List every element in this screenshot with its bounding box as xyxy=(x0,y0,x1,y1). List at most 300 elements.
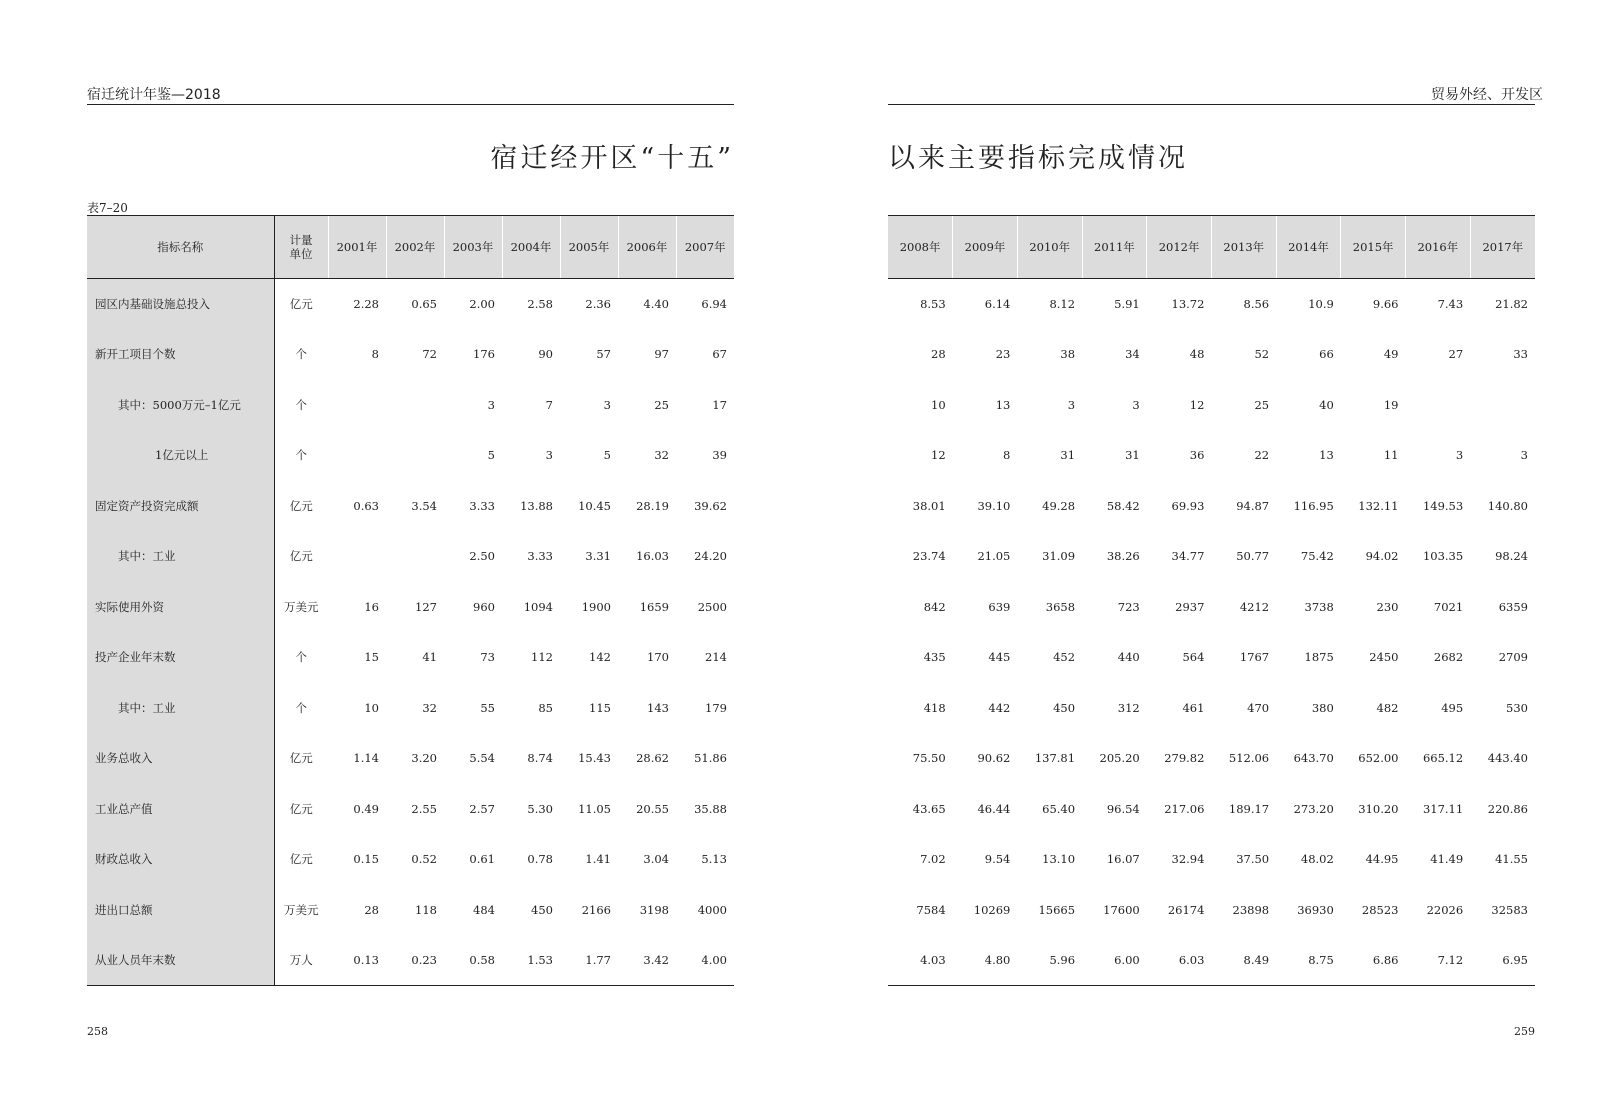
year-header: 2010年 xyxy=(1017,216,1082,279)
value-cell: 0.52 xyxy=(411,852,437,867)
value-cell: 0.65 xyxy=(411,297,437,311)
value-cell: 11 xyxy=(1383,448,1399,463)
value-cell: 0.58 xyxy=(444,935,502,986)
value-cell: 445 xyxy=(988,650,1011,665)
value-cell: 96.54 xyxy=(1106,801,1140,816)
value-cell: 75.42 xyxy=(1300,549,1334,564)
year-header: 2008年 xyxy=(888,216,953,279)
value-cell: 2.00 xyxy=(469,297,495,311)
value-cell: 170 xyxy=(647,650,669,665)
value-cell: 41.49 xyxy=(1430,852,1464,867)
year-header: 2001年 xyxy=(328,216,386,279)
table-row xyxy=(888,784,1535,835)
value-cell: 32583 xyxy=(1491,902,1528,917)
value-cell: 116.95 xyxy=(1293,498,1334,513)
value-cell: 3.20 xyxy=(411,751,437,766)
value-cell xyxy=(328,531,386,582)
value-cell: 3 xyxy=(1067,397,1076,412)
value-cell: 23898 xyxy=(1232,902,1270,917)
value-cell: 2450 xyxy=(1369,650,1399,665)
value-cell: 7.02 xyxy=(920,852,946,867)
value-cell: 13 xyxy=(995,397,1011,412)
unit-cell: 个 xyxy=(295,448,307,463)
value-cell: 461 xyxy=(1182,700,1205,715)
value-cell: 32 xyxy=(654,448,669,463)
value-cell: 205.20 xyxy=(1099,751,1140,766)
value-cell: 13.88 xyxy=(520,498,553,513)
value-cell: 2.57 xyxy=(469,801,495,816)
value-cell: 31 xyxy=(1125,448,1140,463)
value-cell: 142 xyxy=(589,650,611,665)
value-cell: 49.28 xyxy=(1042,498,1076,513)
value-cell: 6.14 xyxy=(984,297,1011,311)
value-cell: 0.13 xyxy=(328,935,386,986)
value-cell: 13.72 xyxy=(1171,297,1205,311)
value-cell: 2.28 xyxy=(353,297,379,311)
value-cell: 10269 xyxy=(973,902,1011,917)
value-cell: 443.40 xyxy=(1487,751,1528,766)
table-body-left xyxy=(87,279,734,986)
value-cell: 26174 xyxy=(1167,902,1205,917)
value-cell: 21.82 xyxy=(1495,297,1528,311)
value-cell: 450 xyxy=(531,902,553,917)
value-cell: 36 xyxy=(1189,448,1205,463)
value-cell: 35.88 xyxy=(694,801,727,816)
value-cell: 1.41 xyxy=(585,852,611,867)
value-cell: 4.40 xyxy=(643,297,669,311)
value-cell: 65.40 xyxy=(1042,801,1076,816)
value-cell: 31 xyxy=(1060,448,1076,463)
value-cell: 22 xyxy=(1254,448,1270,463)
value-cell xyxy=(386,531,444,582)
value-cell: 49 xyxy=(1383,347,1399,362)
table-row xyxy=(87,885,734,936)
header-rule-left xyxy=(87,104,734,105)
value-cell: 13.10 xyxy=(1042,852,1076,867)
value-cell: 38.26 xyxy=(1106,549,1140,564)
right-page xyxy=(804,0,1609,1099)
value-cell: 5 xyxy=(603,448,611,463)
value-cell: 16.07 xyxy=(1106,852,1140,867)
value-cell: 440 xyxy=(1117,650,1140,665)
table-number: 表7–20 xyxy=(87,201,128,215)
value-cell: 3 xyxy=(1132,397,1140,412)
value-cell: 2709 xyxy=(1498,650,1528,665)
value-cell: 643.70 xyxy=(1293,751,1334,766)
value-cell: 4212 xyxy=(1239,599,1270,614)
value-cell: 2.58 xyxy=(527,297,553,311)
indicator-name-cell: 业务总收入 xyxy=(87,733,274,784)
value-cell: 11.05 xyxy=(578,801,611,816)
unit-header-line2: 单位 xyxy=(289,247,313,261)
value-cell: 28 xyxy=(931,347,946,362)
value-cell: 176 xyxy=(473,347,495,362)
value-cell: 317.11 xyxy=(1422,801,1464,816)
value-cell: 55 xyxy=(480,700,495,715)
value-cell: 470 xyxy=(1247,700,1270,715)
value-cell: 85 xyxy=(538,700,553,715)
year-header: 2015年 xyxy=(1341,216,1406,279)
value-cell: 28.19 xyxy=(636,498,669,513)
value-cell: 103.35 xyxy=(1422,549,1464,564)
indicator-name-header: 指标名称 xyxy=(87,216,274,279)
value-cell: 418 xyxy=(923,700,946,715)
value-cell xyxy=(386,430,444,481)
value-cell: 0.63 xyxy=(353,498,379,513)
table-row xyxy=(87,834,734,885)
value-cell: 72 xyxy=(422,347,437,362)
value-cell: 214 xyxy=(705,650,727,665)
value-cell: 28523 xyxy=(1361,902,1399,917)
value-cell: 1.53 xyxy=(502,935,560,986)
table-row xyxy=(87,733,734,784)
value-cell: 140.80 xyxy=(1487,498,1528,513)
table-row xyxy=(888,329,1535,380)
value-cell: 73 xyxy=(480,650,495,665)
value-cell: 484 xyxy=(473,902,495,917)
data-table-right xyxy=(888,215,1535,986)
value-cell: 2682 xyxy=(1433,650,1464,665)
table-row xyxy=(888,430,1535,481)
value-cell: 118 xyxy=(415,902,437,917)
value-cell: 25 xyxy=(1254,397,1270,412)
value-cell: 279.82 xyxy=(1164,751,1205,766)
value-cell: 512.06 xyxy=(1228,751,1270,766)
value-cell: 3.31 xyxy=(585,549,611,564)
value-cell: 452 xyxy=(1053,650,1076,665)
value-cell: 1659 xyxy=(639,599,669,614)
value-cell: 10.9 xyxy=(1308,297,1334,311)
value-cell: 495 xyxy=(1441,700,1464,715)
value-cell: 69.93 xyxy=(1171,498,1205,513)
value-cell: 7 xyxy=(545,397,553,412)
table-row xyxy=(888,582,1535,633)
value-cell: 1900 xyxy=(581,599,611,614)
value-cell: 0.78 xyxy=(527,852,553,867)
page-number-left: 258 xyxy=(87,1025,108,1038)
value-cell: 639 xyxy=(988,599,1011,614)
value-cell: 67 xyxy=(712,347,727,362)
value-cell xyxy=(1470,380,1535,431)
value-cell: 51.86 xyxy=(694,751,727,766)
unit-cell: 亿元 xyxy=(289,498,313,513)
value-cell: 273.20 xyxy=(1293,801,1334,816)
value-cell: 564 xyxy=(1182,650,1205,665)
indicator-name-cell: 从业人员年末数 xyxy=(87,935,274,986)
value-cell: 19 xyxy=(1383,397,1399,412)
data-table-left xyxy=(87,215,734,986)
table-row xyxy=(888,935,1535,986)
table-header-row xyxy=(87,216,734,279)
table-row xyxy=(888,632,1535,683)
value-cell: 2.55 xyxy=(411,801,437,816)
table-header-row xyxy=(888,216,1535,279)
value-cell: 27 xyxy=(1448,347,1464,362)
value-cell: 2166 xyxy=(581,902,611,917)
table-row xyxy=(87,430,734,481)
unit-cell: 个 xyxy=(295,397,307,412)
unit-cell: 亿元 xyxy=(289,549,313,564)
value-cell: 34 xyxy=(1125,347,1140,362)
value-cell: 3 xyxy=(1520,448,1528,463)
value-cell: 189.17 xyxy=(1228,801,1270,816)
table-title-left: 宿迁经开区“十五” xyxy=(490,143,734,174)
value-cell: 90 xyxy=(538,347,553,362)
unit-cell: 亿元 xyxy=(289,751,313,766)
value-cell: 31.09 xyxy=(1042,549,1076,564)
value-cell: 75.50 xyxy=(912,751,946,766)
value-cell: 8 xyxy=(371,347,379,362)
value-cell xyxy=(328,430,386,481)
value-cell: 3 xyxy=(1455,448,1464,463)
left-page xyxy=(0,0,804,1099)
value-cell: 8.74 xyxy=(527,751,553,766)
unit-cell: 亿元 xyxy=(289,852,313,867)
header-rule-right xyxy=(888,104,1535,105)
unit-cell: 万美元 xyxy=(284,902,319,917)
indicator-name-cell: 实际使用外资 xyxy=(87,582,274,633)
value-cell: 7.12 xyxy=(1406,935,1471,986)
value-cell: 960 xyxy=(473,599,495,614)
table-row xyxy=(87,632,734,683)
value-cell: 1094 xyxy=(523,599,553,614)
year-header: 2011年 xyxy=(1082,216,1147,279)
value-cell: 842 xyxy=(923,599,946,614)
value-cell: 5.30 xyxy=(527,801,553,816)
value-cell: 1.14 xyxy=(353,751,379,766)
value-cell xyxy=(1406,380,1471,431)
value-cell: 58.42 xyxy=(1106,498,1140,513)
value-cell: 3.33 xyxy=(527,549,553,564)
unit-cell: 万人 xyxy=(274,935,328,986)
value-cell: 13 xyxy=(1319,448,1334,463)
year-header: 2017年 xyxy=(1470,216,1535,279)
year-header: 2005年 xyxy=(560,216,618,279)
year-header: 2007年 xyxy=(676,216,734,279)
value-cell: 16.03 xyxy=(636,549,669,564)
value-cell: 32 xyxy=(422,700,437,715)
value-cell: 39.10 xyxy=(977,498,1011,513)
value-cell: 5.91 xyxy=(1114,297,1140,311)
value-cell: 482 xyxy=(1376,700,1399,715)
value-cell: 32.94 xyxy=(1171,852,1205,867)
value-cell: 230 xyxy=(1376,599,1399,614)
value-cell: 1.77 xyxy=(560,935,618,986)
table-row xyxy=(87,380,734,431)
value-cell: 6359 xyxy=(1498,599,1528,614)
value-cell: 4.03 xyxy=(888,935,953,986)
unit-header xyxy=(274,216,328,279)
year-header: 2006年 xyxy=(618,216,676,279)
value-cell: 435 xyxy=(923,650,946,665)
value-cell: 33 xyxy=(1513,347,1528,362)
value-cell: 3198 xyxy=(639,902,669,917)
value-cell: 40 xyxy=(1319,397,1334,412)
year-header: 2013年 xyxy=(1211,216,1276,279)
table-row xyxy=(87,582,734,633)
value-cell: 12 xyxy=(931,448,946,463)
page-number-right: 259 xyxy=(1514,1025,1535,1038)
unit-header-line1: 计量 xyxy=(289,233,313,247)
table-body-right xyxy=(888,279,1535,986)
value-cell: 97 xyxy=(654,347,669,362)
value-cell: 10 xyxy=(931,397,946,412)
value-cell: 39 xyxy=(712,448,727,463)
value-cell: 10 xyxy=(364,700,379,715)
unit-cell: 万美元 xyxy=(284,599,319,614)
value-cell: 41.55 xyxy=(1495,852,1528,867)
unit-cell: 个 xyxy=(295,650,307,665)
unit-cell: 亿元 xyxy=(289,801,313,816)
value-cell: 2.36 xyxy=(585,297,611,311)
value-cell: 149.53 xyxy=(1422,498,1464,513)
table-row xyxy=(87,329,734,380)
value-cell: 179 xyxy=(705,700,727,715)
value-cell: 6.86 xyxy=(1341,935,1406,986)
value-cell: 6.95 xyxy=(1470,935,1535,986)
value-cell: 143 xyxy=(647,700,669,715)
value-cell: 52 xyxy=(1254,347,1270,362)
indicator-name-cell: 投产企业年末数 xyxy=(87,632,274,683)
value-cell: 220.86 xyxy=(1487,801,1528,816)
table-row xyxy=(888,683,1535,734)
value-cell: 15 xyxy=(364,650,379,665)
value-cell: 66 xyxy=(1319,347,1334,362)
table-row xyxy=(87,531,734,582)
value-cell xyxy=(328,380,386,431)
value-cell: 21.05 xyxy=(977,549,1011,564)
value-cell: 310.20 xyxy=(1358,801,1399,816)
value-cell: 8.12 xyxy=(1049,297,1076,311)
value-cell: 8.49 xyxy=(1211,935,1276,986)
value-cell xyxy=(386,380,444,431)
value-cell: 4.00 xyxy=(676,935,734,986)
table-row xyxy=(87,935,734,986)
value-cell: 0.23 xyxy=(386,935,444,986)
value-cell: 15665 xyxy=(1038,902,1076,917)
indicator-name-cell: 1亿元以上 xyxy=(87,430,274,481)
value-cell: 43.65 xyxy=(912,801,946,816)
unit-cell: 个 xyxy=(295,347,307,362)
table-row xyxy=(87,784,734,835)
value-cell: 25 xyxy=(654,397,669,412)
unit-cell: 个 xyxy=(295,700,307,715)
value-cell: 1875 xyxy=(1304,650,1334,665)
value-cell: 20.55 xyxy=(636,801,669,816)
value-cell: 36930 xyxy=(1297,902,1334,917)
value-cell: 37.50 xyxy=(1236,852,1270,867)
value-cell: 50.77 xyxy=(1236,549,1270,564)
value-cell: 9.54 xyxy=(984,852,1011,867)
value-cell: 48 xyxy=(1189,347,1205,362)
value-cell: 44.95 xyxy=(1365,852,1399,867)
unit-cell: 亿元 xyxy=(289,297,313,311)
table-row xyxy=(888,380,1535,431)
value-cell: 652.00 xyxy=(1358,751,1399,766)
value-cell: 28 xyxy=(364,902,379,917)
value-cell: 665.12 xyxy=(1422,751,1464,766)
year-header: 2003年 xyxy=(444,216,502,279)
indicator-name-cell: 其中：工业 xyxy=(87,683,274,734)
value-cell: 7021 xyxy=(1433,599,1464,614)
value-cell: 1767 xyxy=(1239,650,1270,665)
table-row xyxy=(87,683,734,734)
value-cell: 530 xyxy=(1506,700,1528,715)
year-header: 2004年 xyxy=(502,216,560,279)
table-row xyxy=(888,279,1535,330)
value-cell: 0.49 xyxy=(353,801,379,816)
value-cell: 3738 xyxy=(1304,599,1334,614)
value-cell: 312 xyxy=(1117,700,1140,715)
table-row xyxy=(888,834,1535,885)
value-cell: 6.94 xyxy=(701,297,727,311)
year-header: 2016年 xyxy=(1406,216,1471,279)
value-cell: 132.11 xyxy=(1358,498,1399,513)
value-cell: 57 xyxy=(596,347,611,362)
value-cell: 39.62 xyxy=(694,498,727,513)
value-cell: 3.33 xyxy=(469,498,495,513)
indicator-name-cell: 财政总收入 xyxy=(87,834,274,885)
running-head-right: 贸易外经、开发区 xyxy=(1431,87,1543,103)
value-cell: 38.01 xyxy=(912,498,946,513)
year-header: 2012年 xyxy=(1147,216,1212,279)
value-cell: 24.20 xyxy=(694,549,727,564)
value-cell: 90.62 xyxy=(977,751,1011,766)
value-cell: 8.56 xyxy=(1243,297,1270,311)
value-cell: 5 xyxy=(487,448,495,463)
value-cell: 3 xyxy=(545,448,553,463)
value-cell: 127 xyxy=(415,599,437,614)
value-cell: 2.50 xyxy=(469,549,495,564)
indicator-name-cell: 园区内基础设施总投入 xyxy=(87,279,274,330)
indicator-name-cell: 进出口总额 xyxy=(87,885,274,936)
value-cell: 22026 xyxy=(1426,902,1464,917)
value-cell: 3.04 xyxy=(643,852,669,867)
value-cell: 38 xyxy=(1060,347,1076,362)
table-row xyxy=(87,481,734,532)
value-cell: 5.13 xyxy=(701,852,727,867)
value-cell: 15.43 xyxy=(578,751,611,766)
value-cell: 137.81 xyxy=(1034,751,1076,766)
value-cell: 3.42 xyxy=(618,935,676,986)
value-cell: 98.24 xyxy=(1495,549,1528,564)
value-cell: 6.03 xyxy=(1147,935,1212,986)
value-cell: 8.53 xyxy=(920,297,946,311)
value-cell: 12 xyxy=(1189,397,1205,412)
table-row xyxy=(888,481,1535,532)
value-cell: 23.74 xyxy=(912,549,946,564)
value-cell: 7584 xyxy=(916,902,946,917)
value-cell: 3658 xyxy=(1045,599,1076,614)
value-cell: 41 xyxy=(422,650,437,665)
value-cell: 46.44 xyxy=(977,801,1011,816)
value-cell: 3.54 xyxy=(411,498,437,513)
value-cell: 4.80 xyxy=(953,935,1018,986)
value-cell: 8 xyxy=(1003,448,1011,463)
indicator-name-cell: 其中：工业 xyxy=(87,531,274,582)
table-row xyxy=(888,733,1535,784)
value-cell: 217.06 xyxy=(1164,801,1205,816)
value-cell: 9.66 xyxy=(1372,297,1399,311)
value-cell: 48.02 xyxy=(1300,852,1334,867)
value-cell: 4000 xyxy=(697,902,727,917)
indicator-name-cell: 新开工项目个数 xyxy=(87,329,274,380)
value-cell: 0.61 xyxy=(469,852,495,867)
value-cell: 5.96 xyxy=(1017,935,1082,986)
value-cell: 5.54 xyxy=(469,751,495,766)
value-cell: 23 xyxy=(995,347,1011,362)
year-header: 2014年 xyxy=(1276,216,1341,279)
